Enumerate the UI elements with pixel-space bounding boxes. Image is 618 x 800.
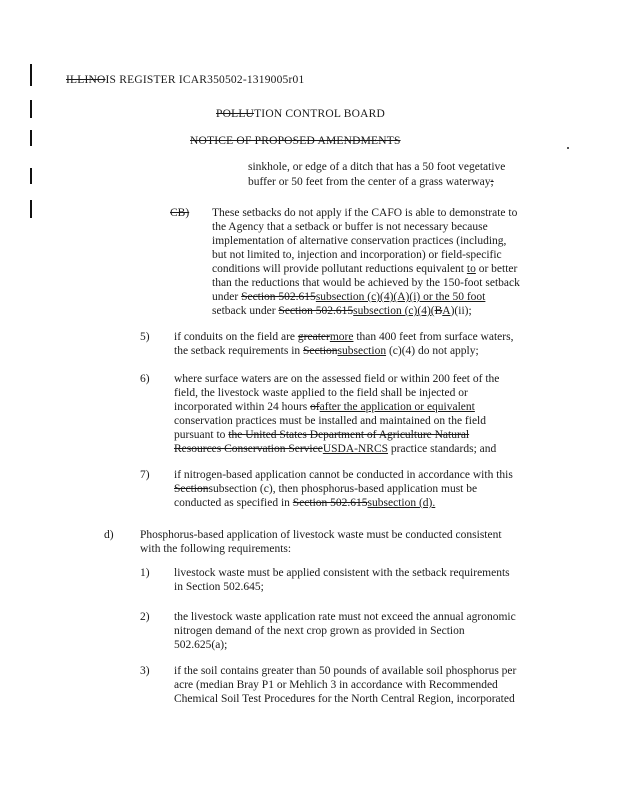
continuation-strike: ; bbox=[490, 176, 494, 188]
revision-bar bbox=[30, 168, 32, 184]
continuation-text: buffer or 50 feet from the center of a grass waterway bbox=[248, 176, 491, 188]
item-d-line: Phosphorus-based application of livestock waste must be conducted consistent bbox=[140, 529, 502, 541]
text: incorporated within 24 hours bbox=[174, 401, 311, 413]
inserted-text: more bbox=[329, 331, 354, 343]
inserted-text: subsection (c)(4)(A)(i) or the 50 foot bbox=[315, 291, 486, 303]
deleted-text: the bbox=[228, 429, 246, 441]
text: or better bbox=[475, 263, 518, 275]
text: if conduits on the field are bbox=[174, 331, 298, 343]
inserted-text: A bbox=[442, 305, 451, 317]
notice-header: NOTICE OF PROPOSED AMENDMENTS bbox=[190, 135, 401, 147]
revision-bar bbox=[30, 130, 32, 146]
revision-bar bbox=[30, 200, 32, 218]
item-5-label: 5) bbox=[140, 331, 150, 343]
deleted-text: B bbox=[434, 305, 443, 317]
revision-bar bbox=[30, 100, 32, 118]
deleted-text: Section bbox=[303, 345, 338, 357]
item-cb-line: but not limited to, injection and incorporation) or field-specific bbox=[212, 249, 502, 261]
item-cb-label bbox=[170, 206, 189, 220]
sub-1-label: 1) bbox=[140, 567, 150, 579]
text: subsection (c), then phosphorus-based application must be bbox=[208, 483, 478, 495]
register-header-strike: ILLINO bbox=[66, 74, 106, 86]
text: conditions will provide pollutant reductions equivalent bbox=[212, 263, 467, 275]
board-header-text: TION CONTROL BOARD bbox=[254, 108, 386, 120]
inserted-text: after the application or equivalent bbox=[319, 401, 475, 413]
deleted-text: Section 502.615 bbox=[278, 305, 354, 317]
inserted-text: to bbox=[466, 263, 476, 275]
item-cb-label-text: CB) bbox=[170, 207, 190, 219]
item-cb-line: the Agency that a setback or buffer is not necessary because bbox=[212, 221, 488, 233]
deleted-text: Section bbox=[174, 483, 209, 495]
deleted-text: Section 502.615 bbox=[292, 497, 368, 509]
item-cb-line bbox=[212, 262, 517, 276]
text: pursuant to bbox=[174, 429, 229, 441]
text: setback under bbox=[212, 305, 279, 317]
item-cb-line: implementation of alternative conservation practices (including, bbox=[212, 235, 507, 247]
inserted-text: USDA-NRCS bbox=[322, 443, 389, 455]
inserted-text: subsection bbox=[337, 345, 387, 357]
register-header-text: IS REGISTER ICAR350502-1319005r01 bbox=[105, 74, 305, 86]
item-7-line bbox=[174, 482, 477, 496]
item-d-label: d) bbox=[104, 529, 114, 541]
item-6-line bbox=[174, 400, 475, 414]
text: practice standards; and bbox=[388, 443, 497, 455]
deleted-text: Resources Conservation Service bbox=[174, 443, 323, 455]
item-cb-line bbox=[212, 290, 485, 304]
sub-3-line: if the soil contains greater than 50 pounds of available soil phosphorus per bbox=[174, 665, 517, 677]
text: (c)(4) do not apply; bbox=[386, 345, 479, 357]
item-7-line: if nitrogen-based application cannot be conducted in accordance with this bbox=[174, 469, 513, 481]
item-6-line: conservation practices must be installed and maintained on the field bbox=[174, 415, 486, 427]
item-6-line: field, the livestock waste applied to the field shall be injected or bbox=[174, 387, 468, 399]
item-cb-line: These setbacks do not apply if the CAFO is able to demonstrate to bbox=[212, 207, 518, 219]
text: conducted as specified in bbox=[174, 497, 293, 509]
sub-2-line: the livestock waste application rate must not exceed the annual agronomic bbox=[174, 611, 516, 623]
continuation-line-2 bbox=[248, 175, 494, 189]
item-7-label: 7) bbox=[140, 469, 150, 481]
sub-3-label: 3) bbox=[140, 665, 150, 677]
deleted-text: greater bbox=[297, 331, 330, 343]
inserted-text: subsection (d). bbox=[367, 497, 436, 509]
sub-3-line: Chemical Soil Test Procedures for the North Central Region, incorporated bbox=[174, 693, 515, 705]
item-7-line bbox=[174, 496, 435, 510]
text: the setback requirements in bbox=[174, 345, 304, 357]
text: )(ii); bbox=[450, 305, 472, 317]
item-6-line bbox=[174, 428, 469, 442]
item-5-line bbox=[174, 330, 513, 344]
item-cb-line bbox=[212, 304, 472, 318]
inserted-text: subsection (c)(4)( bbox=[353, 305, 435, 317]
sub-3-line: acre (median Bray P1 or Mehlich 3 in accordance with Recommended bbox=[174, 679, 498, 691]
item-d-line: with the following requirements: bbox=[140, 543, 292, 555]
revision-bar bbox=[30, 64, 32, 86]
text: than 400 feet from surface waters, bbox=[353, 331, 514, 343]
item-cb-line: than the reductions that would be achieved by the 150-foot setback bbox=[212, 277, 520, 289]
sub-1-line: livestock waste must be applied consistent with the setback requirements bbox=[174, 567, 510, 579]
item-6-line: where surface waters are on the assessed field or within 200 feet of the bbox=[174, 373, 500, 385]
deleted-text: Section 502.615 bbox=[241, 291, 316, 303]
sub-2-line: nitrogen demand of the next crop grown as provided in Section bbox=[174, 625, 465, 637]
item-6-label: 6) bbox=[140, 373, 150, 385]
sub-2-line: 502.625(a); bbox=[174, 639, 228, 651]
scan-speck bbox=[567, 147, 569, 149]
board-header bbox=[216, 107, 385, 121]
item-5-line bbox=[174, 344, 479, 358]
deleted-text: of bbox=[310, 401, 320, 413]
board-header-strike: POLLU bbox=[216, 108, 255, 120]
sub-1-line: in Section 502.645; bbox=[174, 581, 264, 593]
text: under bbox=[212, 291, 242, 303]
register-header bbox=[66, 73, 304, 87]
continuation-line-1: sinkhole, or edge of a ditch that has a 50 foot vegetative bbox=[248, 161, 506, 173]
sub-2-label: 2) bbox=[140, 611, 150, 623]
item-6-line bbox=[174, 442, 496, 456]
deleted-text: United States Department of Agriculture Natural bbox=[245, 429, 470, 441]
